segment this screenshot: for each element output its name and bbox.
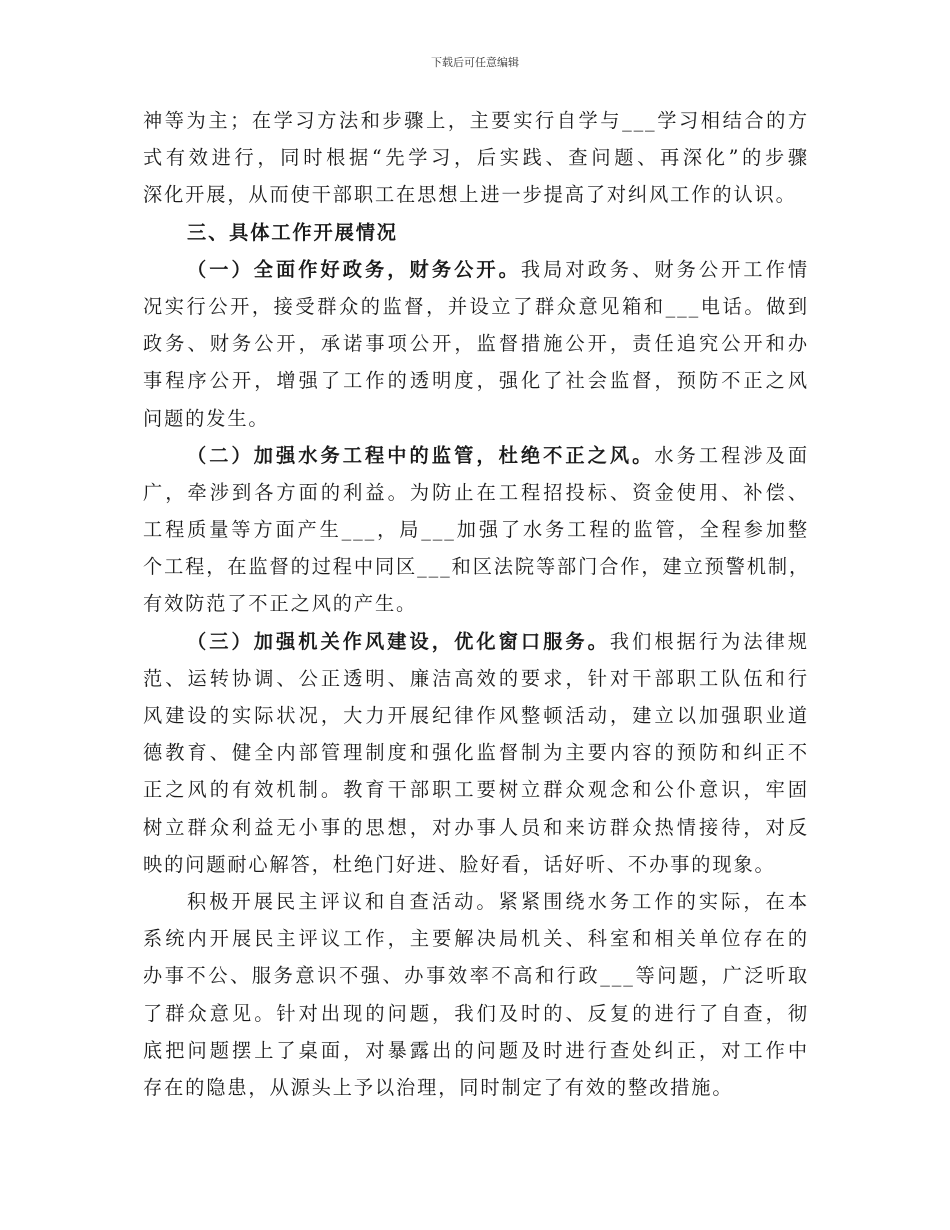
text-line: 风建设的实际状况，大力开展纪律作风整顿活动，建立以加强职业道 [143,704,809,727]
text-line: 了群众意见。针对出现的问题，我们及时的、反复的进行了自查，彻 [143,1001,809,1025]
text-line [143,437,809,474]
text-run: 我们根据行为法律规 [609,629,809,653]
page-header: 下载后可任意编辑 [431,56,519,69]
text-run: 我局对政务、财务公开工作情 [520,257,810,281]
text-line: 有效防范了不正之风的产生。 [143,592,418,616]
text-line [143,623,809,660]
text-line: 况实行公开，接受群众的监督，并设立了群众意见箱和___电话。做到 [143,294,809,318]
text-line: 深化开展，从而使干部职工在思想上进一步提高了对纠风工作的认识。 [143,183,797,207]
text-line: 神等为主；在学习方法和步骤上，主要实行自学与___学习相结合的方 [143,109,809,132]
text-line: 系统内开展民主评议工作，主要解决局机关、科室和相关单位存在的 [143,927,809,951]
text-line: 工程质量等方面产生___，局___加强了水务工程的监管，全程参加整 [143,518,809,542]
subsection-title: （一）全面作好政务，财务公开。 [187,257,521,281]
text-line: 式有效进行，同时根据“先学习，后实践、查问题、再深化”的步骤 [143,146,809,170]
text-line: 树立群众利益无小事的思想，对办事人员和来访群众热情接待，对反 [143,815,809,839]
text-line: 事程序公开，增强了工作的透明度，强化了社会监督，预防不正之风 [143,369,809,393]
text-line: 广，牵涉到各方面的利益。为防止在工程招投标、资金使用、补偿、 [143,480,809,504]
text-run: 水务工程涉及面 [654,443,809,467]
section-heading: 三、具体工作开展情况 [187,220,398,244]
text-line: 办事不公、服务意识不强、办事效率不高和行政___等问题，广泛听取 [143,964,809,988]
text-line: 底把问题摆上了桌面，对暴露出的问题及时进行查处纠正，对工作中 [143,1038,809,1062]
text-line: 德教育、健全内部管理制度和强化监督制为主要内容的预防和纠正不 [143,741,809,765]
document-body [143,102,809,1106]
subsection-title: （二）加强水务工程中的监管，杜绝不正之风。 [187,443,655,467]
text-line: 正之风的有效机制。教育干部职工要树立群众观念和公仆意识，牢固 [143,778,809,802]
text-line: 个工程，在监督的过程中同区___和区法院等部门合作，建立预警机制， [143,555,811,579]
text-line: 映的问题耐心解答，杜绝门好进、脸好看，话好听、不办事的现象。 [143,852,776,876]
text-line [143,251,809,288]
subsection-title: （三）加强机关作风建设，优化窗口服务。 [187,629,610,653]
text-line: 政务、财务公开，承诺事项公开，监督措施公开，责任追究公开和办 [143,332,809,356]
text-line: 存在的隐患，从源头上予以治理，同时制定了有效的整改措施。 [143,1075,734,1099]
text-line: 范、运转协调、公正透明、廉洁高效的要求，针对干部职工队伍和行 [143,666,809,690]
text-line: 问题的发生。 [143,406,270,430]
text-line: 积极开展民主评议和自查活动。紧紧围绕水务工作的实际，在本 [187,889,809,913]
